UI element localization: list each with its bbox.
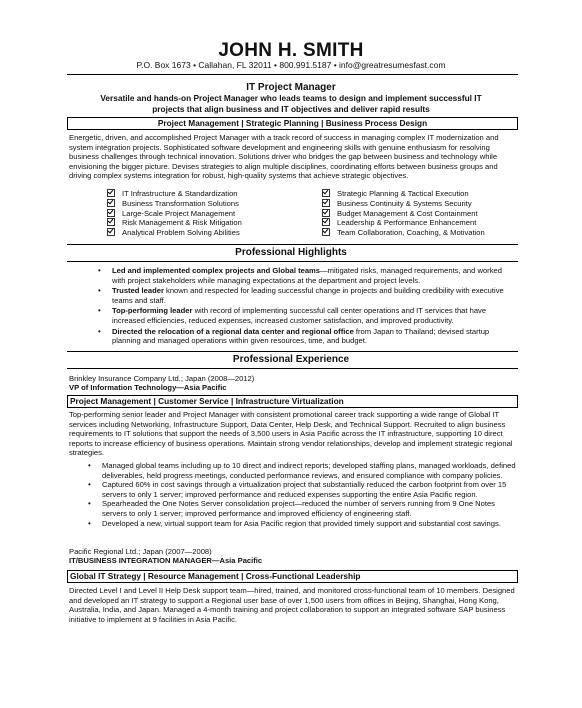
- job2-role: IT/BUSINESS INTEGRATION MANAGER—Asia Pacific: [69, 556, 263, 565]
- summary-paragraph: Energetic, driven, and accomplished Project Manager with a track record of success in managing complex IT modernization and system integration projects. Sophisticated software development and engineering skills with genuine enthusiasm for resolving business challenges through technical innovation. Solutions driver who bridges the gap between business and technology while envisioning the bigger picture. Devises strategies to align multiple disciplines, coordinating efforts between business groups and driving complex systems integration for robust, high-quality systems that achieve strategic objectives.: [69, 133, 499, 181]
- contact-line: P.O. Box 1673 • Callahan, FL 32011 • 800.991.5187 • info@greatresumesfast.com: [136, 60, 446, 70]
- highlights-list: [96, 266, 516, 346]
- job1-company: Brinkley Insurance Company Ltd.; Japan (2008—2012): [69, 374, 255, 383]
- competency-item: Strategic Planning & Tactical Execution: [322, 189, 522, 199]
- competency-item: Analytical Problem Solving Abilities: [107, 228, 337, 238]
- competency-item: Budget Management & Cost Containment: [322, 209, 522, 219]
- job1-bullet: • Managed global teams including up to 10 direct and indirect reports; developed staffing plans, managed workloads, defined deliverables, held progress meetings, conducted performance reviews, and ensured compliance with company policies.: [88, 461, 516, 480]
- checkbox-icon: [322, 189, 330, 197]
- job1-keywords-box: Project Management | Customer Service | Infrastructure Virtualization: [67, 395, 518, 408]
- job1-role: VP of Information Technology—Asia Pacific: [69, 383, 227, 392]
- competency-item: Risk Management & Risk Mitigation: [107, 218, 337, 228]
- checkbox-icon: [322, 199, 330, 207]
- competency-item: IT Infrastructure & Standardization: [107, 189, 337, 199]
- checkbox-icon: [322, 209, 330, 217]
- job-title: IT Project Manager: [246, 82, 336, 93]
- checkbox-icon: [107, 199, 115, 207]
- highlight-item: • Trusted leader known and respected for leading successful change in projects and building credibility with executive teams and staff.: [98, 286, 504, 305]
- experience-top-rule: [67, 351, 518, 352]
- competency-item: Business Continuity & Systems Security: [322, 199, 522, 209]
- highlight-item: • Top-performing leader with record of implementing successful call center operations and IT services that have increased efficiencies, reduced expenses, increased customer satisfaction, and improved productivity.: [98, 306, 487, 325]
- checkbox-icon: [107, 228, 115, 236]
- competency-item: Large-Scale Project Management: [107, 209, 337, 219]
- experience-heading: Professional Experience: [232, 354, 350, 365]
- checkbox-icon: [107, 209, 115, 217]
- competencies-right: [322, 189, 522, 238]
- job2-company: Pacific Regional Ltd.; Japan (2007—2008): [69, 547, 212, 556]
- competencies-left: [107, 189, 337, 238]
- highlight-item: • Led and implemented complex projects and Global teams—mitigated risks, managed requirements, and worked with project stakeholders while managing expectations at the department and project levels.: [98, 266, 502, 285]
- checkbox-icon: [322, 228, 330, 236]
- competency-item: Team Collaboration, Coaching, & Motivation: [322, 228, 522, 238]
- summary-keywords-box: Project Management | Strategic Planning | Business Process Design: [67, 117, 518, 130]
- checkbox-icon: [107, 218, 115, 226]
- experience-bottom-rule: [67, 368, 518, 369]
- highlights-bottom-rule: [67, 261, 518, 262]
- competency-item: Business Transformation Solutions: [107, 199, 337, 209]
- job1-bullet: • Captured 60% in cost savings through a virtualization project that substantially reduced the carbon footprint from over 15 servers to only 1 server; improved performance and reduced expenses supporting the entire Asia Pacific region.: [88, 480, 507, 499]
- checkbox-icon: [322, 218, 330, 226]
- job1-paragraph: Top-performing senior leader and Project Manager with consistent promotional career track supporting a wide range of Global IT services including Networking, Infrastructure Support, Data Center, Help Desk, and Technical Support. Recruited to align business requirements to IT solutions that support the needs of 3,500 users in Asia Pacific across the IT infrastructure, supporting 10 direct reports to increase efficiency of business operations. Maintain strong vendor relationships, develop and implement strategic regional strategies.: [69, 410, 513, 458]
- highlights-top-rule: [67, 244, 518, 245]
- checkbox-icon: [107, 189, 115, 197]
- highlight-item: • Directed the relocation of a regional data center and regional office from Japan to Thailand; devised startup planning and managed operations within given resources, time, and budget.: [98, 326, 490, 346]
- job1-bullet: • Spearheaded the One Notes Server consolidation project—reduced the number of servers running from 9 One Notes servers to only 1 server; improved performance and improved efficiency of engineering staff.: [88, 499, 495, 518]
- job1-bullets: [86, 461, 518, 528]
- candidate-name: JOHN H. SMITH: [218, 40, 364, 61]
- competency-item: Leadership & Performance Enhancement: [322, 218, 522, 228]
- highlights-heading: Professional Highlights: [235, 247, 347, 258]
- tagline: Versatile and hands-on Project Manager who leads teams to design and implement successful IT projects that align business and IT objectives and deliver rapid results: [100, 93, 482, 114]
- job1-bullet: • Developed a new, virtual support team for Asia Pacific region that provided timely support and substantial cost savings.: [88, 518, 501, 528]
- job2-paragraph: Directed Level I and Level II Help Desk support team—hired, trained, and monitored cross-functional team of 10 members. Designed and developed an IT strategy to support a Regional user base of over 1,500 users from offices in Beijing, Shanghai, Hong Kong, Australia, India, and Japan. Managed a 4-month training and project collaboration to support an integrated software SAP business initiative to implement at 9 facilities in Asia Pacific.: [69, 586, 515, 624]
- job2-keywords-box: Global IT Strategy | Resource Management | Cross-Functional Leadership: [67, 570, 518, 583]
- header-divider: [67, 74, 518, 75]
